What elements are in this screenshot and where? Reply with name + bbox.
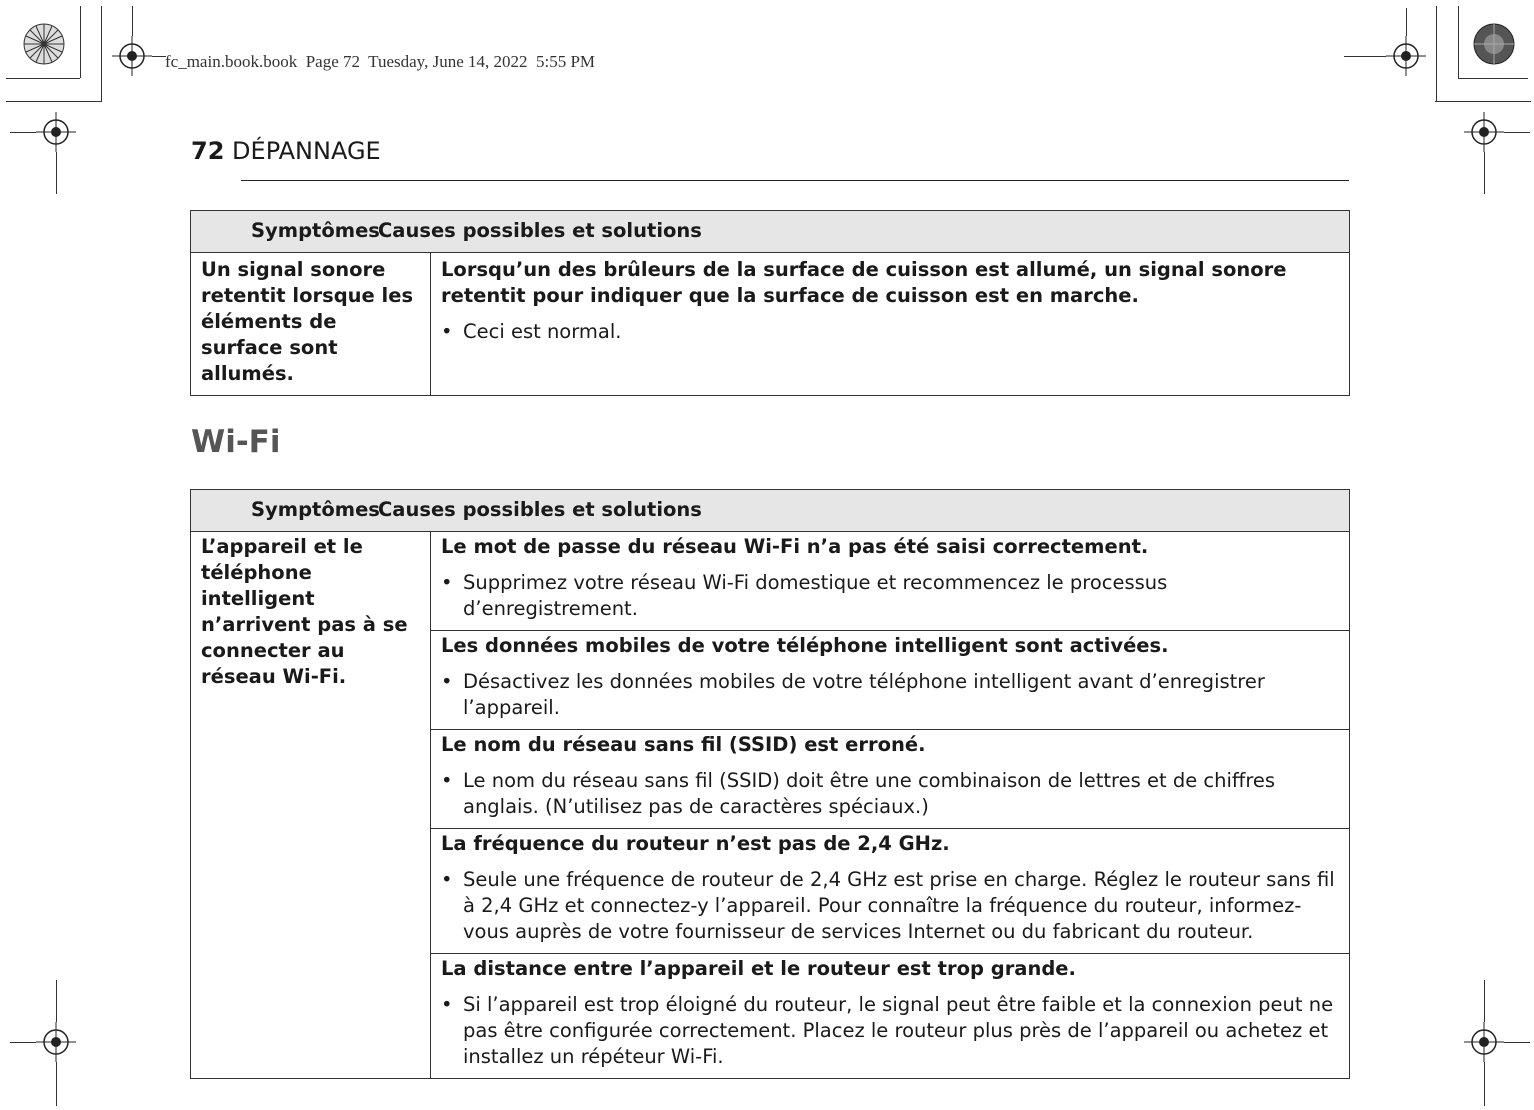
symptom-cell: Un signal sonore retentit lorsque les éléments de surface sont allumés. xyxy=(191,253,431,395)
crop-mark xyxy=(10,1042,36,1043)
symptoms-header: Symptômes xyxy=(251,498,380,521)
table-header xyxy=(191,490,1349,532)
table-row xyxy=(191,532,1349,1078)
registration-mark-icon xyxy=(36,1022,76,1062)
crop-mark xyxy=(1504,1042,1530,1043)
crop-mark xyxy=(152,56,166,57)
solution-block xyxy=(431,829,1349,954)
crop-mark xyxy=(6,101,102,102)
registration-mark-icon xyxy=(112,36,152,76)
symptom-cell: L’appareil et le téléphone intelligent n’arrivent pas à se connecter au réseau Wi-Fi. xyxy=(191,532,431,1078)
fix-text: • Ceci est normal. xyxy=(441,320,622,343)
troubleshooting-table-wifi xyxy=(190,489,1350,1079)
solutions-cell xyxy=(431,253,1349,395)
solution-block xyxy=(431,954,1349,1078)
printer-rosette-left-icon xyxy=(22,22,66,66)
cause-text: La fréquence du routeur n’est pas de 2,4 GHz. xyxy=(441,832,950,855)
symptoms-header: Symptômes xyxy=(251,219,380,242)
solution-block xyxy=(431,253,1349,369)
cause-text: Lorsqu’un des brûleurs de la surface de cuisson est allumé, un signal sonore retentit pour indiquer que la surface de cuisson est en marche. xyxy=(441,258,1287,307)
crop-mark xyxy=(101,6,102,102)
registration-mark-icon xyxy=(1464,112,1504,152)
troubleshooting-table-cooktop xyxy=(190,210,1350,396)
crop-mark xyxy=(1484,152,1485,194)
table-row xyxy=(191,253,1349,395)
crop-mark xyxy=(10,132,36,133)
registration-mark-icon xyxy=(36,112,76,152)
crop-mark xyxy=(1484,980,1485,1022)
crop-mark xyxy=(56,1062,57,1106)
crop-mark xyxy=(1344,56,1386,57)
crop-mark xyxy=(1406,8,1407,36)
crop-mark xyxy=(80,6,81,78)
fix-text: • Le nom du réseau sans fil (SSID) doit être une combinaison de lettres et de chiffres anglais. (N’utilisez pas de caractères spéciaux.) xyxy=(441,769,1276,818)
page-number: 72 xyxy=(191,137,225,165)
crop-mark xyxy=(56,152,57,194)
fix-text: • Seule une fréquence de routeur de 2,4 GHz est prise en charge. Réglez le routeur sans fil à 2,4 GHz et connectez-y l’appareil. Pour connaître la fréquence du routeur, informez-vous auprès de votre fournisseur de services Internet ou du fabricant du routeur. xyxy=(441,868,1335,943)
header-rule xyxy=(241,180,1349,181)
solution-block xyxy=(431,631,1349,730)
printer-rosette-right-icon xyxy=(1472,22,1516,66)
crop-mark xyxy=(1458,78,1528,79)
crop-mark xyxy=(1458,6,1459,78)
solutions-cell xyxy=(431,532,1349,1078)
cause-text: Le nom du réseau sans fil (SSID) est erroné. xyxy=(441,733,926,756)
page-header xyxy=(191,137,381,165)
registration-mark-icon xyxy=(1464,1022,1504,1062)
cause-text: Le mot de passe du réseau Wi-Fi n’a pas été saisi correctement. xyxy=(441,535,1149,558)
crop-mark xyxy=(56,980,57,1022)
crop-mark xyxy=(1504,132,1530,133)
crop-mark xyxy=(1435,101,1531,102)
cause-text: La distance entre l’appareil et le routeur est trop grande. xyxy=(441,957,1076,980)
section-header: DÉPANNAGE xyxy=(232,137,381,165)
causes-header: Causes possibles et solutions xyxy=(378,219,702,242)
cause-text: Les données mobiles de votre téléphone intelligent sont activées. xyxy=(441,634,1169,657)
solution-block xyxy=(431,532,1349,631)
print-slug: fc_main.book.book Page 72 Tuesday, June 14, 2022 5:55 PM xyxy=(165,52,596,71)
fix-text: • Si l’appareil est trop éloigné du routeur, le signal peut être faible et la connexion peut ne pas être configurée correctement. Placez le routeur plus près de l’appareil ou achetez et installez un répéteur Wi-Fi. xyxy=(441,993,1334,1068)
section-title-wifi: Wi-Fi xyxy=(191,424,281,460)
crop-mark xyxy=(132,6,133,36)
registration-mark-icon xyxy=(1386,36,1426,76)
crop-mark xyxy=(1436,6,1437,102)
table-header xyxy=(191,211,1349,253)
fix-text: • Désactivez les données mobiles de votre téléphone intelligent avant d’enregistrer l’appareil. xyxy=(441,670,1265,719)
causes-header: Causes possibles et solutions xyxy=(378,498,702,521)
crop-mark xyxy=(1484,1062,1485,1106)
fix-text: • Supprimez votre réseau Wi-Fi domestique et recommencez le processus d’enregistrement. xyxy=(441,571,1168,620)
solution-block xyxy=(431,730,1349,829)
crop-mark xyxy=(6,78,80,79)
